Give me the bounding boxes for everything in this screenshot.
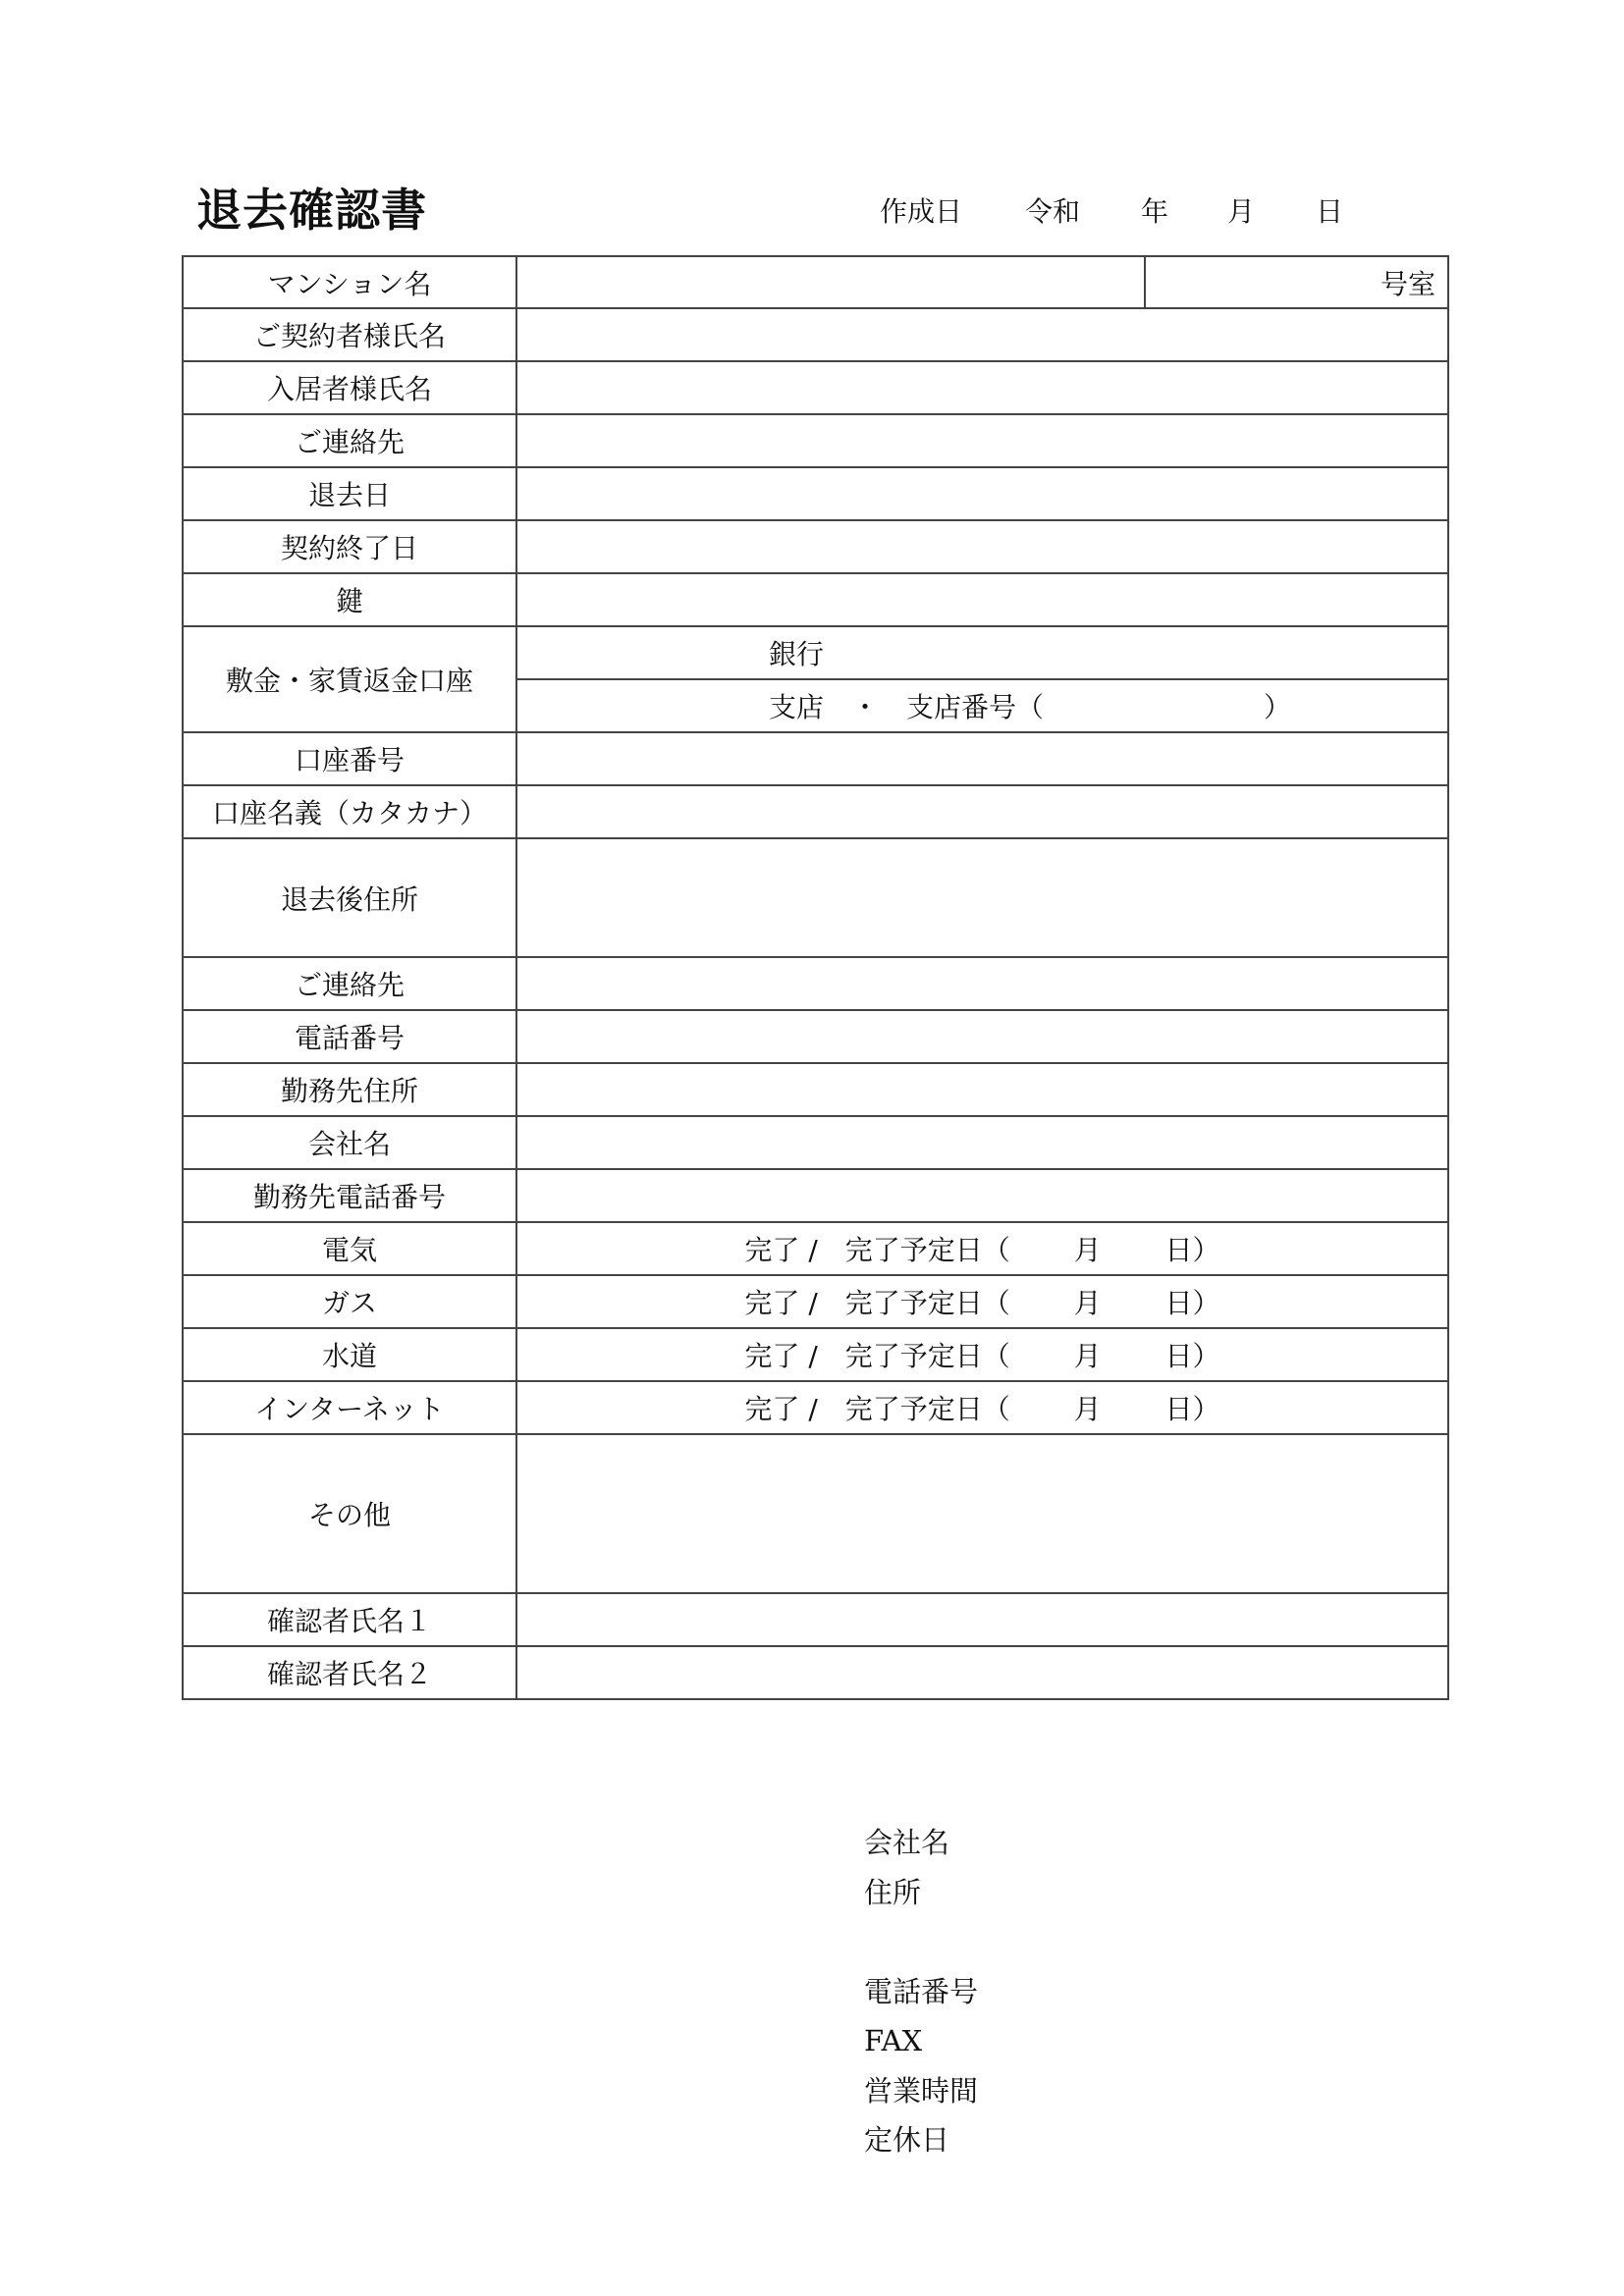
date-day: 日 <box>1316 195 1344 228</box>
table-row <box>183 785 1448 838</box>
field-checker2[interactable] <box>516 1646 1448 1699</box>
internet-status: 完了 / 完了予定日（ 月 日） <box>744 1393 1220 1425</box>
table-row <box>183 1063 1448 1116</box>
table-row <box>183 361 1448 414</box>
table-row <box>183 1328 1448 1381</box>
label-other: その他 <box>183 1434 516 1593</box>
label-key: 鍵 <box>183 573 516 626</box>
footer-company: 会社名 <box>864 1826 950 1859</box>
field-gas[interactable] <box>516 1275 1448 1328</box>
field-company[interactable] <box>516 1116 1448 1169</box>
table-row <box>183 256 1448 308</box>
bank-label: 銀行 <box>769 638 825 670</box>
document-title: 退去確認書 <box>196 184 427 237</box>
field-moveout-date[interactable] <box>516 467 1448 520</box>
label-new-contact: ご連絡先 <box>183 957 516 1010</box>
table-row <box>183 626 1448 679</box>
label-moveout-date: 退去日 <box>183 467 516 520</box>
label-account-number: 口座番号 <box>183 732 516 785</box>
table-row <box>183 1010 1448 1063</box>
table-row <box>183 308 1448 361</box>
field-water[interactable] <box>516 1328 1448 1381</box>
field-work-phone[interactable] <box>516 1169 1448 1222</box>
field-account-number[interactable] <box>516 732 1448 785</box>
field-contact[interactable] <box>516 414 1448 467</box>
label-work-phone: 勤務先電話番号 <box>183 1169 516 1222</box>
table-row <box>183 1646 1448 1699</box>
label-work-address: 勤務先住所 <box>183 1063 516 1116</box>
room-suffix: 号室 <box>1380 267 1435 300</box>
label-company: 会社名 <box>183 1116 516 1169</box>
field-bank[interactable] <box>516 626 1448 679</box>
date-month: 月 <box>1227 195 1256 228</box>
label-internet: インターネット <box>183 1381 516 1434</box>
footer-address: 住所 <box>864 1875 922 1909</box>
field-resident[interactable] <box>516 361 1448 414</box>
label-resident: 入居者様氏名 <box>183 361 516 414</box>
table-row <box>183 467 1448 520</box>
label-contract-end: 契約終了日 <box>183 520 516 573</box>
footer-holiday: 定休日 <box>864 2123 950 2157</box>
moveout-form-table <box>182 255 1449 1700</box>
table-row <box>183 957 1448 1010</box>
field-account-name[interactable] <box>516 785 1448 838</box>
table-row <box>183 1222 1448 1275</box>
footer-hours: 営業時間 <box>864 2073 979 2108</box>
field-key[interactable] <box>516 573 1448 626</box>
company-info <box>864 1818 978 2165</box>
field-electricity[interactable] <box>516 1222 1448 1275</box>
table-row <box>183 1434 1448 1593</box>
label-water: 水道 <box>183 1328 516 1381</box>
water-status: 完了 / 完了予定日（ 月 日） <box>744 1340 1220 1372</box>
field-work-address[interactable] <box>516 1063 1448 1116</box>
field-contract-end[interactable] <box>516 520 1448 573</box>
table-row <box>183 1169 1448 1222</box>
label-contractor: ご契約者様氏名 <box>183 308 516 361</box>
label-account-name: 口座名義（カタカナ） <box>183 785 516 838</box>
electricity-status: 完了 / 完了予定日（ 月 日） <box>744 1234 1220 1266</box>
footer-phone: 電話番号 <box>864 1974 979 2008</box>
table-row <box>183 1381 1448 1434</box>
field-room[interactable] <box>1145 256 1448 308</box>
label-phone: 電話番号 <box>183 1010 516 1063</box>
table-row <box>183 1116 1448 1169</box>
table-row <box>183 520 1448 573</box>
date-label: 作成日 <box>880 195 963 228</box>
table-row <box>183 838 1448 957</box>
field-contractor[interactable] <box>516 308 1448 361</box>
field-checker1[interactable] <box>516 1593 1448 1646</box>
gas-status: 完了 / 完了予定日（ 月 日） <box>744 1287 1220 1319</box>
label-checker1: 確認者氏名１ <box>183 1593 516 1646</box>
label-refund-account: 敷金・家賃返金口座 <box>183 626 516 732</box>
field-phone[interactable] <box>516 1010 1448 1063</box>
table-row <box>183 1593 1448 1646</box>
date-era: 令和 <box>1025 195 1081 228</box>
date-year: 年 <box>1141 195 1169 228</box>
label-electricity: 電気 <box>183 1222 516 1275</box>
table-row <box>183 414 1448 467</box>
table-row <box>183 573 1448 626</box>
label-new-address: 退去後住所 <box>183 838 516 957</box>
field-new-contact[interactable] <box>516 957 1448 1010</box>
branch-label: 支店 ・ 支店番号（ ） <box>769 691 1292 723</box>
label-mansion: マンション名 <box>183 256 516 308</box>
label-gas: ガス <box>183 1275 516 1328</box>
field-internet[interactable] <box>516 1381 1448 1434</box>
field-mansion[interactable] <box>516 256 1145 308</box>
field-branch[interactable] <box>516 679 1448 732</box>
footer-fax: FAX <box>864 2024 923 2057</box>
label-checker2: 確認者氏名２ <box>183 1646 516 1699</box>
field-new-address[interactable] <box>516 838 1448 957</box>
label-contact: ご連絡先 <box>183 414 516 467</box>
table-row <box>183 1275 1448 1328</box>
field-other[interactable] <box>516 1434 1448 1593</box>
footer-spacer <box>864 1917 978 1967</box>
table-row <box>183 732 1448 785</box>
